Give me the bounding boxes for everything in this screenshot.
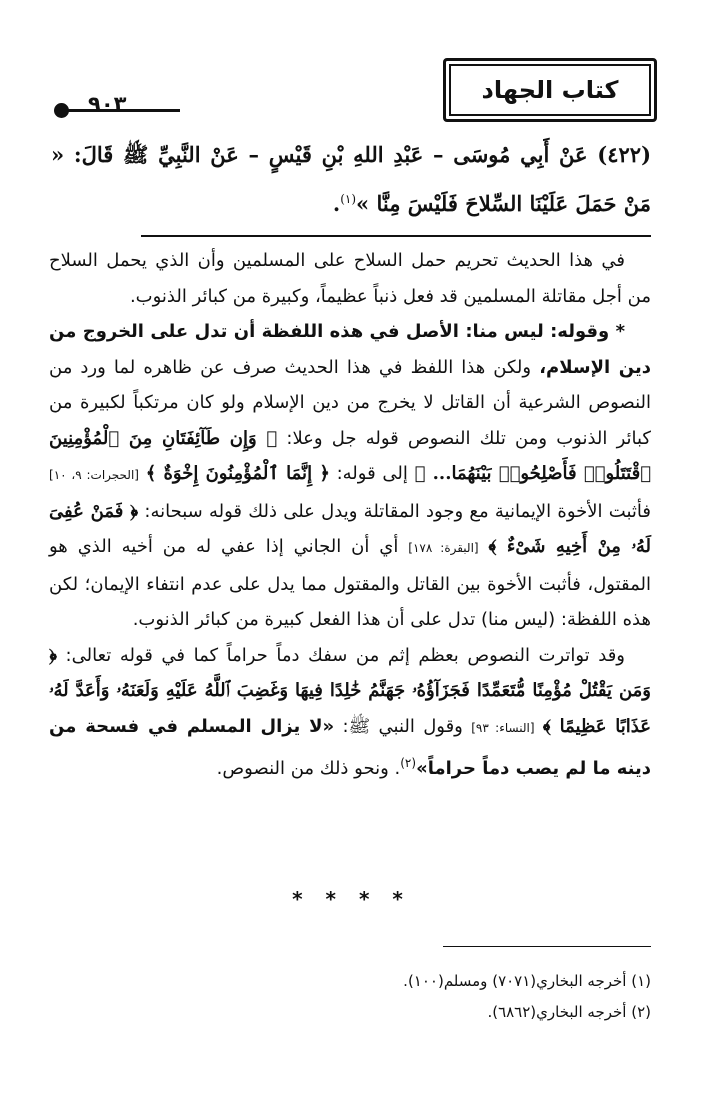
footnote-1: (١) أخرجه البخاري(٧٠٧١) ومسلم(١٠٠). (403, 972, 651, 990)
hadith-body: (٤٢٢) عَنْ أَبِي مُوسَى – عَبْدِ اللهِ بْنِ قَيْسٍ – عَنْ النَّبِيِّ ﷺ قَالَ: « مَنْ حَمَلَ عَلَيْنَا السِّلاحَ فَلَيْسَ مِنَّا » (51, 142, 651, 216)
footnotes (49, 966, 651, 1028)
paragraph-1: في هذا الحديث تحريم حمل السلاح على المسلمين وأن الذي يحمل السلاح من أجل مقاتلة المسلمين قد فعل ذنباً عظيماً، وكبيرة من كبائر الذنوب. (49, 250, 651, 307)
ayah-1: ﴿ وَإِن طَآئِفَتَانِ مِنَ ٱلْمُؤْمِنِينَ ٱقْتَتَلُوا۟ فَأَصْلِحُوا۟ بَيْنَهُمَا... ﴾ (49, 427, 652, 484)
ayah-ref-2: [البقرة: ١٧٨] (408, 541, 479, 555)
hadith-text: (٤٢٢) عَنْ أَبِي مُوسَى – عَبْدِ اللهِ بْنِ قَيْسٍ – عَنْ النَّبِيِّ ﷺ قَالَ: « مَنْ حَمَلَ عَلَيْنَا السِّلاحَ فَلَيْسَ مِنَّا »$^{(١)}$. (51, 142, 651, 216)
ayah-3: ﴿ فَمَنْ عُفِىَ لَهُۥ مِنْ أَخِيهِ شَىْءٌ ﴾ (49, 500, 651, 557)
paragraph-2-lead: * وقوله: ليس منا: الأصل في هذه اللفظة أن تدل على الخروج من دين الإسلام، (49, 321, 651, 378)
paragraph-2 (49, 314, 651, 638)
paragraph-2-rest: ولكن هذا اللفظ في هذا الحديث صرف عن ظاهره لما ورد من النصوص الشرعية أن القاتل لا يخرج من دين الإسلام ولو كان مرتكباً لكبيرة من كبائر الذنوب ومن تلك النصوص قوله جل وعلا: (49, 356, 651, 449)
footnote-mark-2: (٢) (400, 756, 417, 770)
paragraph-3-mid: وقول النبي ﷺ: (342, 715, 463, 737)
hadith-divider (141, 235, 651, 237)
paragraph-3-end: . ونحو ذلك من النصوص. (216, 758, 401, 779)
chapter-title: كتاب الجهاد (443, 58, 657, 122)
hadith-quote-2: «لا يزال المسلم في فسحة من دينه ما لم يصب دماً حراماً» (49, 715, 651, 779)
footnote-rule (443, 946, 651, 947)
paragraph-3 (49, 638, 651, 787)
ayah-ref-1: [الحجرات: ٩، ١٠] (49, 468, 139, 482)
paragraph-2-end: أي أن الجاني إذا عفي له من أخيه الذي هو المقتول، فأثبت الأخوة بين القاتل والمقتول مما يدل على عدم انتفاء الإيمان؛ لكن هذه اللفظة: (ليس منا) تدل على أن هذا الفعل كبيرة من كبائر الذنوب. (49, 536, 651, 630)
paragraph-2-after: فأثبت الأخوة الإيمانية مع وجود المقاتلة ويدل على ذلك قوله سبحانه: (144, 500, 651, 522)
page-number: ٩٠٣ (88, 92, 127, 116)
ayah-ref-3: [النساء: ٩٣] (471, 720, 535, 735)
ayah-4: ﴿ وَمَن يَقْتُلْ مُؤْمِنًا مُّتَعَمِّدًا فَجَزَآؤُهُۥ جَهَنَّمُ خَٰلِدًا فِيهَا وَغَضِبَ ٱللَّهُ عَلَيْهِ وَلَعَنَهُۥ وَأَعَدَّ لَهُۥ عَذَابًا عَظِيمًا ﴾ (49, 644, 651, 737)
ayah-2: ﴿ إِنَّمَا ٱلْمُؤْمِنُونَ إِخْوَةٌ ﴾ (145, 463, 330, 484)
paragraph-3-lead: وقد تواترت النصوص بعظم إثم من سفك دماً حراماً كما في قوله تعالى: (65, 644, 625, 666)
section-separator: * * * * (292, 887, 411, 911)
paragraph-2-mid: إلى قوله: (336, 463, 408, 484)
commentary (49, 243, 651, 787)
footnote-2: (٢) أخرجه البخاري(٦٨٦٢). (487, 1003, 651, 1021)
footnote-mark-1: (١) (340, 192, 357, 206)
